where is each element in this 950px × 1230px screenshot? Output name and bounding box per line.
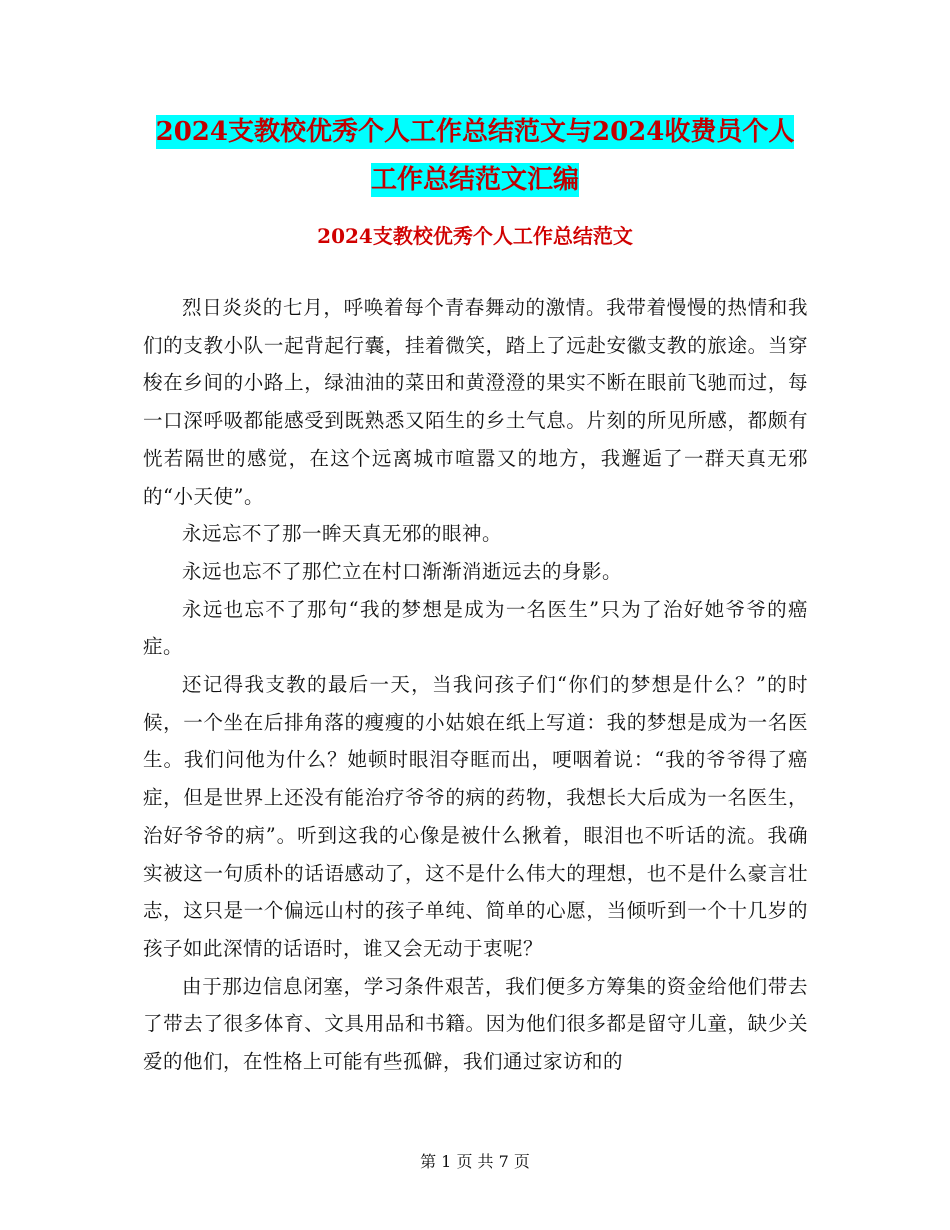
paragraph: 由于那边信息闭塞，学习条件艰苦，我们便多方筹集的资金给他们带去了带去了很多体育、文具用品和书籍。因为他们很多都是留守儿童，缺少关爱的他们，在性格上可能有些孤僻，我们通过家访和的 xyxy=(143,974,808,1074)
paragraph: 还记得我支教的最后一天，当我问孩子们“你们的梦想是什么？”的时候，一个坐在后排角落的瘦瘦的小姑娘在纸上写道：我的梦想是成为一名医生。我们问他为什么？她顿时眼泪夺眶而出，哽咽着说：“我的爷爷得了癌症，但是世界上还没有能治疗爷爷的病的药物，我想长大后成为一名医生，治好爷爷的病”。听到这我的心像是被什么揪着，眼泪也不听话的流。我确实被这一句质朴的话语感动了，这不是什么伟大的理想，也不是什么豪言壮志，这只是一个偏远山村的孩子单纯、简单的心愿，当倾听到一个十几岁的孩子如此深情的话语时，谁又会无动于衷呢？ xyxy=(143,673,808,960)
section-title: 2024支教校优秀个人工作总结范文 xyxy=(317,224,633,248)
title-line-1: 2024支教校优秀个人工作总结范文与2024收费员个人 xyxy=(155,117,795,147)
paragraph: 烈日炎炎的七月，呼唤着每个青春舞动的激情。我带着慢慢的热情和我们的支教小队一起背起行囊，挂着微笑，踏上了远赴安徽支教的旅途。当穿梭在乡间的小路上，绿油油的菜田和黄澄澄的果实不断在眼前飞驰而过，每一口深呼吸都能感受到既熟悉又陌生的乡土气息。片刻的所见所感，都颇有恍若隔世的感觉，在这个远离城市喧嚣又的地方，我邂逅了一群天真无邪的“小天使”。 xyxy=(143,296,808,508)
paragraph: 永远忘不了那一眸天真无邪的眼神。 xyxy=(182,522,503,546)
page-footer: 第 1 页 共 7 页 xyxy=(420,1152,530,1171)
document-body xyxy=(143,289,808,1081)
document-title xyxy=(0,108,950,204)
paragraph: 永远也忘不了那伫立在村口渐渐消逝远去的身影。 xyxy=(182,559,623,583)
paragraph: 永远也忘不了那句“我的梦想是成为一名医生”只为了治好她爷爷的癌症。 xyxy=(143,597,808,659)
title-line-2: 工作总结范文汇编 xyxy=(370,165,579,195)
